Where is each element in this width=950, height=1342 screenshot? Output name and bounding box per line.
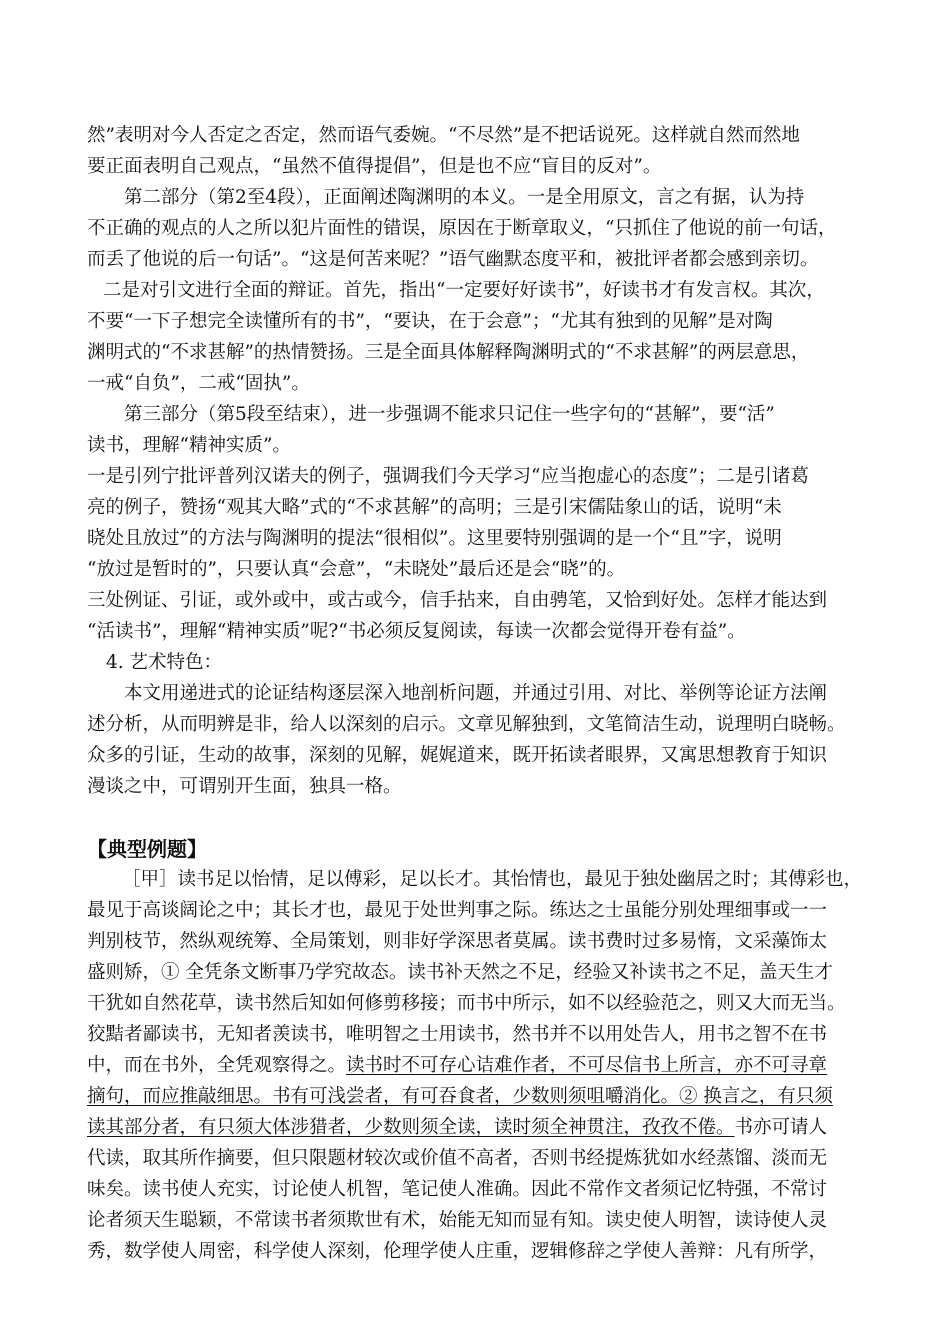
section-number-heading: 4. 艺术特色： — [106, 652, 223, 673]
text-line: 亮的例子，赞扬“观其大略”式的“不求甚解”的高明；三是引宋儒陆象山的话，说明“未 — [87, 497, 782, 518]
plain-text: 书亦可请人 — [734, 1117, 828, 1138]
text-line: 干犹如自然花草，读书然后知如何修剪移接；而书中所示，如不以经验范之，则又大而无当。 — [87, 993, 846, 1014]
underlined-text: 读其部分者，有只须大体涉猎者，少数则须全读，读时须全神贯注，孜孜不倦。 — [87, 1117, 735, 1138]
text-line: 渊明式的“不求甚解”的热情赞扬。三是全面具体解释陶渊明式的“不求甚解”的两层意思， — [87, 342, 810, 363]
text-line: 最见于高谈阔论之中；其长才也，最见于处世判事之际。练达之士虽能分别处理细事或一一 — [87, 900, 828, 921]
text-line: 论者须天生聪颖，不常读书者须欺世有术，始能无知而显有知。读史使人明智，读诗使人灵 — [87, 1210, 828, 1231]
underlined-text: 读书时不可存心诘难作者，不可尽信书上所言，亦不可寻章 — [346, 1055, 828, 1076]
text-line: 要正面表明自己观点，“虽然不值得提倡”，但是也不应“盲目的反对”。 — [87, 156, 662, 177]
text-line: 判别枝节，然纵观统筹、全局策划，则非好学深思者莫属。读书费时过多易惰，文采藻饰太 — [87, 931, 828, 952]
text-line: 不要“一下子想完全读懂所有的书”，“要诀，在于会意”；“尤其有独到的见解”是对陶 — [87, 311, 773, 332]
text-line: 二是对引文进行全面的辩证。首先，指出“一定要好好读书”，好读书才有发言权。其次， — [103, 280, 825, 301]
text-line — [87, 1113, 827, 1143]
text-line: 而丢了他说的后一句话”。“这是何苦来呢？”语气幽默态度平和，被批评者都会感到亲切。 — [87, 249, 819, 270]
underlined-text: 摘句，而应推敲细思。书有可浅尝者，有可吞食者，少数则须咀嚼消化。② 换言之，有只须 — [87, 1086, 833, 1107]
text-line: 秀，数学使人周密，科学使人深刻，伦理学使人庄重，逻辑修辞之学使人善辩：凡有所学， — [87, 1241, 828, 1262]
plain-text: 中，而在书外，全凭观察得之。 — [87, 1055, 347, 1076]
text-line: ［甲］读书足以怡情，足以傅彩，足以长才。其怡情也，最见于独处幽居之时；其傅彩也， — [122, 869, 863, 890]
text-line: 一是引列宁批评普列汉诺夫的例子，强调我们今天学习“应当抱虚心的态度”；二是引诸葛 — [87, 466, 809, 487]
text-line: 众多的引证，生动的故事，深刻的见解，娓娓道来，既开拓读者眼界，又寓思想教育于知识 — [87, 745, 828, 766]
text-line: 第二部分（第2至4段），正面阐述陶渊明的本义。一是全用原文，言之有据，认为持 — [124, 187, 805, 208]
text-line: 狡黠者鄙读书，无知者羡读书，唯明智之士用读书，然书并不以用处告人，用书之智不在书 — [87, 1024, 828, 1045]
text-line: 不正确的观点的人之所以犯片面性的错误，原因在于断章取义，“只抓住了他说的前一句话， — [87, 218, 837, 239]
text-line: 盛则矫，① 全凭条文断事乃学究故态。读书补天然之不足，经验又补读书之不足，盖天生才 — [87, 962, 833, 983]
text-line: 读书，理解“精神实质”。 — [87, 435, 291, 456]
text-line: 晓处且放过”的方法与陶渊明的提法“很相似”。这里要特别强调的是一个“且”字，说明 — [87, 528, 782, 549]
text-line: 本文用递进式的论证结构逐层深入地剖析问题，并通过引用、对比、举例等论证方法阐 — [124, 683, 828, 704]
text-line: 味矣。读书使人充实，讨论使人机智，笔记使人准确。因此不常作文者须记忆特强，不常讨 — [87, 1179, 828, 1200]
text-line: 代读，取其所作摘要，但只限题材较次或价值不高者，否则书经提炼犹如水经蒸馏、淡而无 — [87, 1148, 828, 1169]
text-line: 一戒“自负”，二戒“固执”。 — [87, 373, 310, 394]
text-line: 述分析，从而明辨是非，给人以深刻的启示。文章见解独到，文笔简洁生动，说理明白晓畅。 — [87, 714, 846, 735]
section-heading: 【典型例题】 — [87, 837, 207, 861]
text-line — [87, 1082, 833, 1112]
text-line: “放过是暂时的”，只要认真“会意”，“未晓处”最后还是会“晓”的。 — [87, 559, 626, 580]
text-line: 然”表明对今人否定之否定，然而语气委婉。“不尽然”是不把话说死。这样就自然而然地 — [87, 125, 800, 146]
text-line: 第三部分（第5段至结束），进一步强调不能求只记住一些字句的“甚解”，要“活” — [124, 404, 775, 425]
text-line — [87, 1051, 827, 1081]
text-line: 漫谈之中，可谓别开生面，独具一格。 — [87, 776, 402, 797]
text-line: “活读书”，理解“精神实质”呢?“书必须反复阅读，每读一次都会觉得开卷有益”。 — [87, 621, 746, 642]
text-line: 三处例证、引证，或外或中，或古或今，信手拈来，自由骋笔，又恰到好处。怎样才能达到 — [87, 590, 828, 611]
